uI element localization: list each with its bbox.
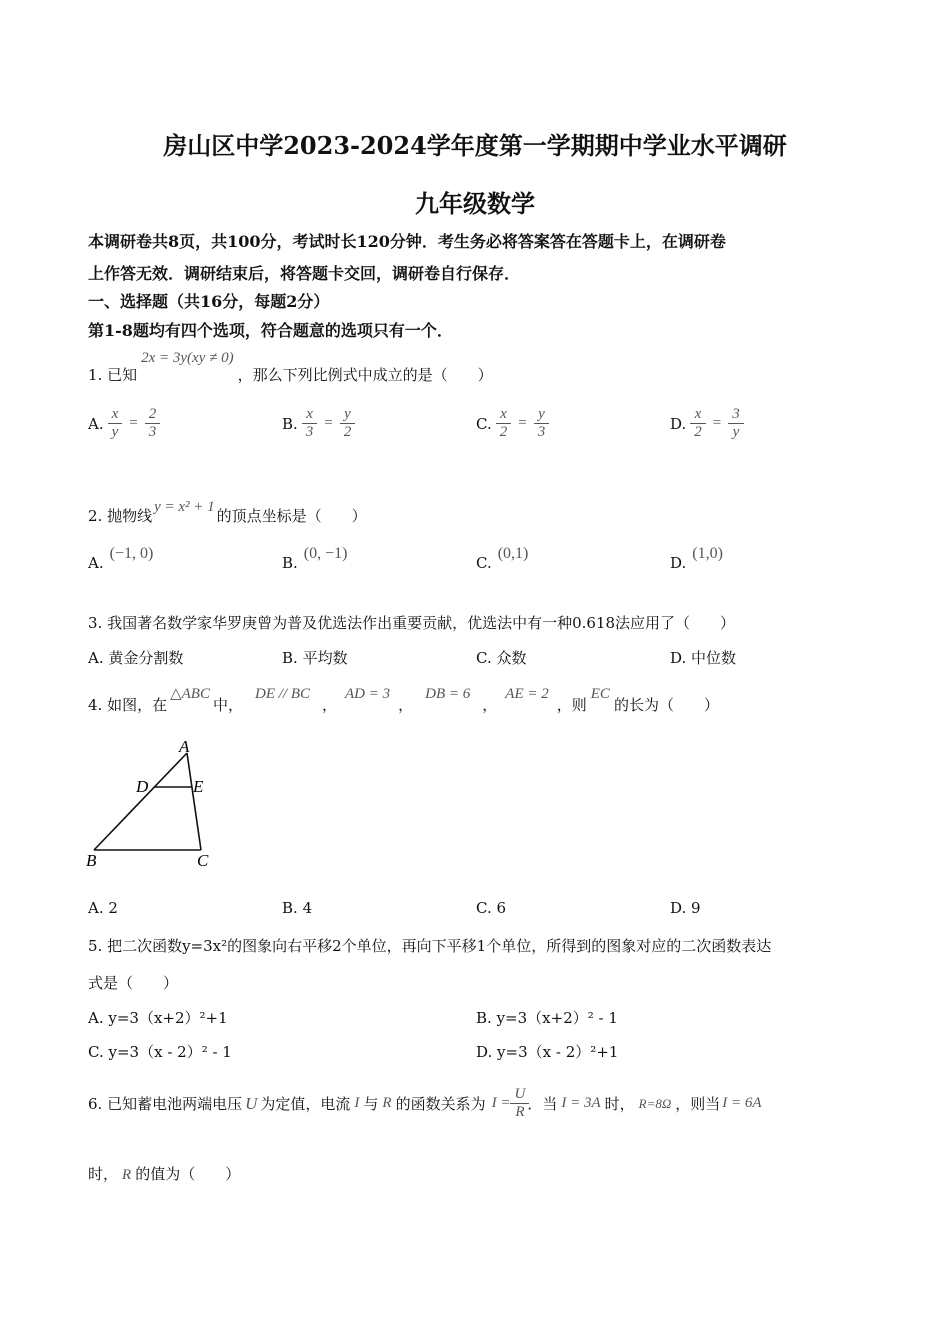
triangle-figure [80,735,230,875]
q6-formula-fraction: $\frac{U}{R}$ [512,1086,527,1121]
q5-option-c[interactable]: C. y=3（x - 2）² - 1 [88,1043,232,1061]
page-title: 房山区中学2023-2024学年度第一学期期中学业水平调研 [163,131,787,160]
question-6-line1: 6. 已知蓄电池两端电压 U 为定值，电流 I 与 R 的函数关系为 I = $\frac{U}{R}$ ．当 I = 3A 时， R=8Ω ，则当 I = 6A [88,1086,762,1120]
label-e: E [193,777,204,796]
q3-option-b[interactable]: B. 平均数 [282,649,348,667]
q3-option-a[interactable]: A. 黄金分割数 [88,649,184,667]
question-2: 2. 抛物线 y = x² + 1 的顶点坐标是（ ） [88,499,367,525]
section-note: 第1-8题均有四个选项，符合题意的选项只有一个． [88,321,453,340]
q5-option-a[interactable]: A. y=3（x+2）²+1 [88,1009,228,1027]
question-6-line2: 时， R 的值为（ ） [88,1165,241,1183]
q1-option-b[interactable]: B. $\frac{x}{3}$ = $\frac{y}{2}$ [282,406,353,441]
q2-option-d[interactable]: D.(1,0) [670,545,723,572]
label-d: D [136,777,149,796]
q1-condition: 2x = 3y(xy ≠ 0) [141,350,234,366]
label-c: C [197,851,209,870]
q5-option-b[interactable]: B. y=3（x+2）² - 1 [476,1009,618,1027]
q2-option-c[interactable]: C.(0,1) [476,545,529,572]
q4-option-a[interactable]: A. 2 [88,899,118,917]
q5-option-d[interactable]: D. y=3（x - 2）²+1 [476,1043,619,1061]
question-1: 1. 已知2x = 3y(xy ≠ 0)，那么下列比例式中成立的是（ ） [88,350,493,384]
q1-option-d[interactable]: D. $\frac{x}{2}$ = $\frac{3}{y}$ [670,406,742,441]
q1-option-c[interactable]: C. $\frac{x}{2}$ = $\frac{y}{3}$ [476,406,547,441]
q3-option-c[interactable]: C. 众数 [476,649,527,667]
q3-option-d[interactable]: D. 中位数 [670,649,737,667]
q4-option-d[interactable]: D. 9 [670,899,701,917]
side-ac [187,753,201,850]
q4-option-c[interactable]: C. 6 [476,899,507,917]
instructions-line2: 上作答无效．调研结束后，将答题卡交回，调研卷自行保存． [88,264,521,283]
question-5-line2: 式是（ ） [88,974,179,992]
section-heading: 一、选择题（共16分，每题2分） [88,292,330,311]
page-subtitle: 九年级数学 [415,189,535,218]
label-b: B [86,851,97,870]
instructions-line1: 本调研卷共8页，共100分，考试时长120分钟．考生务必将答案答在答题卡上，在调研卷 [88,232,726,251]
question-4: 4. 如图，在△ABC中，DE // BC，AD = 3，DB = 6，AE = 2，则EC的长为（ ） [88,686,719,714]
question-3: 3. 我国著名数学家华罗庚曾为普及优选法作出重要贡献，优选法中有一种0.618法应用了（ ） [88,614,736,632]
q4-option-b[interactable]: B. 4 [282,899,313,917]
side-ab [94,753,187,850]
q2-expression: y = x² + 1 [154,499,215,515]
q1-option-a[interactable]: A. $\frac{x}{y}$ = $\frac{2}{3}$ [88,406,158,441]
q2-option-a[interactable]: A.(−1, 0) [88,545,154,572]
label-a: A [179,737,190,756]
question-5-line1: 5. 把二次函数y=3x²的图象向右平移2个单位，再向下平移1个单位，所得到的图象对应的二次函数表达 [88,937,772,955]
q2-option-b[interactable]: B.(0, −1) [282,545,348,572]
